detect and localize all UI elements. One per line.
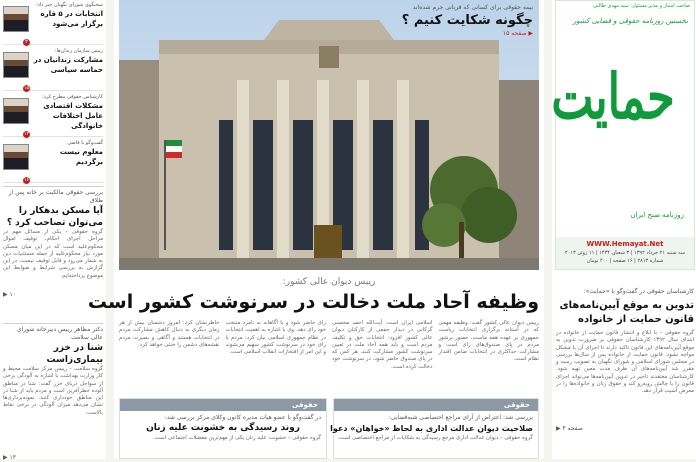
- bottom-box-left-kicker: در گفت‌وگو با عضو هیات مدیره کانون وکلای مرکز بررسی شد:: [164, 414, 321, 421]
- bottom-box-left[interactable]: [119, 398, 327, 459]
- left-teaser[interactable]: [3, 94, 103, 137]
- left-story-2-headline: شنا در خزر بیماری‌زاست: [46, 343, 103, 365]
- masthead-morning: روزنامه صبح ایران: [630, 211, 684, 219]
- building-image: [119, 0, 539, 270]
- right-column: [552, 0, 696, 459]
- main-story-col-2: اسلامی ایران است. آیت‌الله احمد محسنی گرکانی در دیدار جمعی از کارکنان دیوان عالی کشور افزود: انتخابات حق و تکلیف مردم است و باید همه آحاد ملت در تعیین سرنوشت کشور مشارکت کنند. هر کس که در پای صندوق حاضر شود، در سرنوشت خود دخالت کرده است.: [332, 320, 433, 370]
- main-story-body: [119, 320, 539, 370]
- masthead-top-note: صاحب امتیاز و مدیر مسئول: سید مهدی طالبی: [593, 3, 690, 9]
- masthead-subtitle: نخستین روزنامه حقوقی و قضایی کشور: [572, 17, 688, 25]
- right-story[interactable]: [556, 288, 694, 433]
- left-story-1-body: گروه حقوقی – یکی از مسائل مهم در مراحل اجرای احکام، توقیف اموال محکوم‌علیه است که در این میان مسکن مورد نیاز محکوم‌علیه از جمله مستثنیات دین به شمار می‌رود و قابل توقیف نیست. در این گزارش به بررسی شرایط و ضوابط این موضوع پرداخته‌ایم.: [3, 229, 103, 279]
- teaser-page-badge: ۱۴: [23, 131, 30, 137]
- hero-headline: چگونه شکایت کنیم ؟: [401, 13, 533, 28]
- bottom-box-left-tag: حقوقی: [120, 399, 326, 411]
- bottom-box-mid-tag: حقوقی: [334, 399, 538, 411]
- main-story[interactable]: [87, 276, 539, 370]
- masthead-issue: شماره ۲۸۱۳ | ۱۶ صفحه | ۴۰۰ تومان: [586, 258, 664, 264]
- left-story-2-body: گروه سلامت – رییس مرکز سلامت محیط و کار وزارت بهداشت با اشاره به آلودگی برخی از سواحل دریای خزر گفت: شنا در مناطق آلوده خطرآفرین است و مردم باید از شنا در این مناطق خودداری کنند. نمونه‌برداری‌ها نشان می‌دهد میزان آلودگی در برخی نقاط بالاست.: [3, 366, 103, 416]
- bottom-box-mid-snippet: گروه حقوقی – دیوان عدالت اداری مرجع رسیدگی به شکایات از مراجع اختصاصی است.: [337, 435, 533, 441]
- left-teaser[interactable]: [3, 48, 103, 91]
- main-story-headline: وظیفه آحاد ملت دخالت در سرنوشت کشور است: [87, 291, 539, 313]
- hero-page-ref: ▶ صفحه ۱۵: [502, 30, 533, 37]
- left-column: [0, 0, 106, 459]
- left-teaser[interactable]: [3, 2, 103, 45]
- hero-caption-box: [353, 4, 533, 38]
- teaser-title: مشکلات اقتصادی عامل اختلافات خانوادگی: [43, 102, 103, 130]
- right-story-headline: تدوین به موقع آیین‌نامه‌های قانون حمایت از خانواده: [559, 300, 694, 325]
- left-story-2-page: ۱۳ ▶: [3, 454, 16, 461]
- teaser-page-badge: ۱۵: [23, 85, 30, 91]
- left-story-2-kicker: دکتر مظاهر رییس دبیرخانه شورای عالی سلامت: [16, 326, 103, 341]
- teaser-kicker: رییس سازمان زندان‌ها:: [54, 48, 103, 54]
- hero-kicker: بیمه حقوقی برای کسانی که قربانی جرم شده‌اند: [412, 4, 533, 11]
- hero-photo[interactable]: [119, 0, 539, 270]
- right-story-kicker: کارشناسان حقوقی در گفت‌وگو با «حمایت»:: [583, 288, 694, 295]
- masthead-bar: [556, 237, 694, 269]
- left-story-1[interactable]: [3, 189, 103, 299]
- teaser-title: مشارکت زندانیان در حماسه سیاسی: [33, 56, 103, 74]
- bottom-box-mid-kicker: بررسی شد: اعتراض از آرای مراجع اختصاصی شبه‌قضایی:: [388, 414, 533, 421]
- teaser-title: معلوم نیست برگردیم: [59, 148, 103, 166]
- main-story-col-1: رییس دیوان عالی کشور گفت: وظیفه مهمی که در آستانه برگزاری انتخابات ریاست جمهوری بر عهده همه ماست، حضور پرشور مردم در پای صندوق‌های رای است و مشارکت حداکثری در انتخابات ضامن اقتدار نظام است.: [438, 320, 539, 363]
- right-story-lead: گروه حقوقی – با ابلاغ و انتشار قانون حمایت از خانواده در ابتدای سال ۱۳۹۲ کارشناسان حقوقی بر ضرورت تدوین به موقع آیین‌نامه‌های این قانون تاکید دارند تا اجرای آن با مشکل مواجه نشود. قانون حمایت از خانواده پس از سال‌ها بررسی در مجلس شورای اسلامی و شورای نگهبان به تصویب رسید و مقرر شد آیین‌نامه‌های آن ظرف مدت معین تهیه شود. کارشناسان معتقدند تاخیر در تدوین آیین‌نامه‌ها می‌تواند اجرای قانون را با چالش روبه‌رو کند و حقوق زنان و خانواده‌ها را در معرض آسیب قرار دهد.: [556, 330, 694, 395]
- masthead-date: سه شنبه ۲۱ خرداد ۱۳۹۲ | ۳ شعبان ۱۴۳۴ | ۱۱ ژوئن ۲۰۱۳: [565, 250, 685, 256]
- center-column: [87, 0, 544, 459]
- teaser-kicker: گفت‌وگو با قاضی: [67, 140, 103, 146]
- left-teaser[interactable]: [3, 140, 103, 183]
- teaser-title: انتخابات در ۵ قاره برگزار می‌شود: [40, 10, 103, 28]
- masthead-logo: حمایت: [551, 60, 675, 133]
- teaser-kicker: کارشناس حقوقی مطرح کرد:: [42, 94, 103, 100]
- main-story-col-3: رای حاضر شود و با آگاهانه به نامزد منتخب خود رای دهد. وی با اشاره به اهمیت انتخابات در نظام جمهوری اسلامی بیان کرد: مردم با رای خود در سرنوشت کشور سهیم می‌شوند و این امر از افتخارات انقلاب اسلامی است.: [225, 320, 326, 356]
- bottom-box-mid[interactable]: [330, 398, 539, 459]
- main-story-col-4: خاطرنشان کرد: امروز دشمنان بیش از هر زمان دیگری به دنبال کاهش مشارکت مردم در انتخابات هستند و آگاهی و بصیرت مردم نقشه‌های دشمن را خنثی خواهد کرد.: [119, 320, 220, 348]
- masthead-site[interactable]: WWW.Hemayat.Net: [586, 240, 664, 248]
- teaser-page-badge: ۳: [23, 28, 30, 47]
- left-story-1-kicker: بررسی حقوقی مالکیت بر خانه پس از طلاق: [8, 189, 103, 204]
- left-story-2[interactable]: [3, 326, 103, 462]
- left-story-1-headline: آیا مسکن بدهکار را می‌توان تصاحب کرد ؟: [6, 206, 103, 228]
- bottom-box-left-snippet: گروه حقوقی – خشونت علیه زنان یکی از مهم‌ترین معضلات اجتماعی است.: [153, 435, 321, 441]
- masthead: [551, 0, 695, 270]
- teaser-kicker: سخنگوی شورای نگهبان خبر داد:: [35, 2, 103, 8]
- right-story-page: صفحه ۴ ▶: [556, 425, 583, 432]
- left-story-1-page: ۱۰ ▶: [3, 291, 16, 298]
- teaser-page-badge: ۱۶: [23, 177, 30, 183]
- bottom-box-left-headline: روند رسیدگی به خشونت علیه زنان: [146, 423, 300, 433]
- main-story-kicker: رییس دیوان عالی کشور:: [282, 277, 376, 287]
- bottom-box-mid-headline: صلاحیت دیوان عدالت اداری به لحاظ «خواهان» دعوا: [330, 424, 533, 433]
